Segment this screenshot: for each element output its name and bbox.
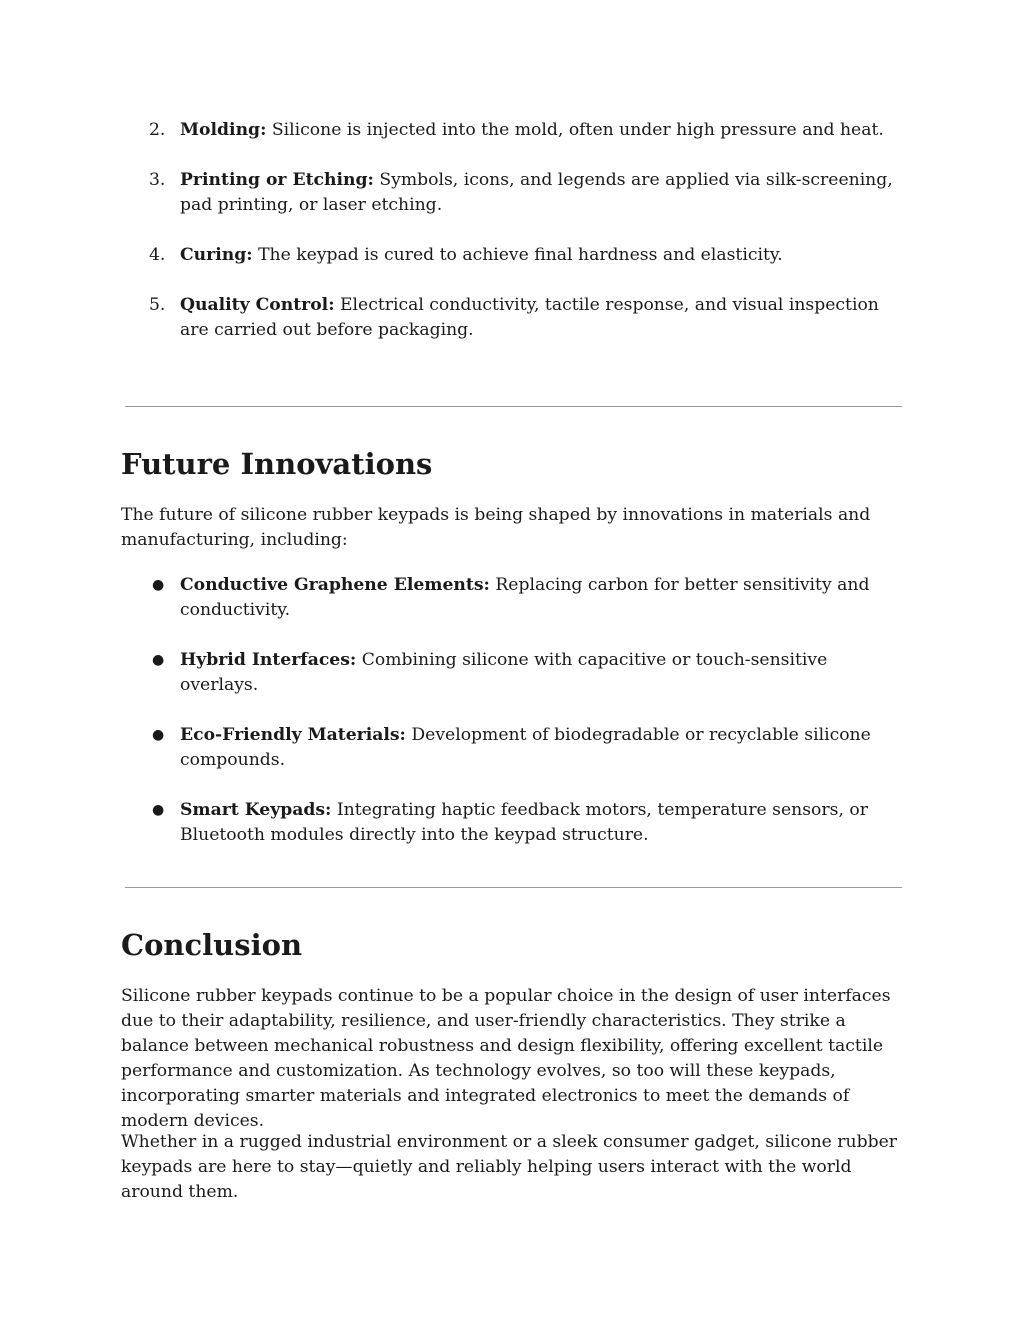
- future-innovations-list: [121, 573, 903, 873]
- list-item: [121, 723, 903, 773]
- list-item: [121, 168, 903, 218]
- conclusion-paragraph: Whether in a rugged industrial environment or a sleek consumer gadget, silicone rubber keypads are here to stay—quietly and reliably helping users interact with the world around them.: [121, 1132, 897, 1202]
- section-divider: [125, 406, 902, 407]
- bullet-icon: ●: [152, 652, 165, 668]
- list-item: [121, 798, 903, 848]
- list-item-text: Symbols, icons, and legends are applied via silk-screening, pad printing, or laser etching.: [180, 170, 893, 215]
- bullet-icon: ●: [152, 577, 165, 593]
- bullet-icon: ●: [152, 802, 165, 818]
- list-number: 2.: [149, 120, 166, 140]
- list-item-term: Molding:: [180, 120, 267, 140]
- list-number: 4.: [149, 245, 166, 265]
- future-intro-paragraph: The future of silicone rubber keypads is being shaped by innovations in materials and manufacturing, including:: [121, 505, 871, 550]
- section-divider: [125, 887, 902, 888]
- list-item-text: Silicone is injected into the mold, often under high pressure and heat.: [266, 120, 884, 140]
- list-item: [121, 243, 903, 268]
- list-item-term: Hybrid Interfaces:: [180, 650, 357, 670]
- list-item-text: Replacing carbon for better sensitivity and conductivity.: [180, 575, 870, 620]
- bullet-icon: ●: [152, 727, 165, 743]
- list-item-term: Eco-Friendly Materials:: [180, 725, 406, 745]
- list-item-term: Smart Keypads:: [180, 800, 332, 820]
- list-item-text: Electrical conductivity, tactile response, and visual inspection are carried out before packaging.: [180, 295, 879, 340]
- list-item: [121, 573, 903, 623]
- list-item-text: Development of biodegradable or recyclable silicone compounds.: [180, 725, 871, 770]
- list-item-text: Integrating haptic feedback motors, temperature sensors, or Bluetooth modules directly into the keypad structure.: [180, 800, 868, 845]
- list-item: [121, 118, 903, 143]
- list-item: [121, 293, 903, 343]
- list-item-text: The keypad is cured to achieve final hardness and elasticity.: [252, 245, 783, 265]
- list-number: 3.: [149, 170, 166, 190]
- list-item-term: Quality Control:: [180, 295, 335, 315]
- conclusion-paragraph: Silicone rubber keypads continue to be a popular choice in the design of user interfaces due to their adaptability, resilience, and user-friendly characteristics. They strike a balance between mechanical robustness and design flexibility, offering excellent tactile performance and customization. As technology evolves, so too will these keypads, incorporating smarter materials and integrated electronics to meet the demands of modern devices.: [121, 986, 891, 1131]
- section-heading-future-innovations: Future Innovations: [121, 447, 433, 481]
- list-item-text: Combining silicone with capacitive or touch-sensitive overlays.: [180, 650, 828, 695]
- list-item-term: Conductive Graphene Elements:: [180, 575, 490, 595]
- list-item-term: Printing or Etching:: [180, 170, 374, 190]
- list-item-term: Curing:: [180, 245, 253, 265]
- process-steps-list: [121, 118, 903, 368]
- section-heading-conclusion: Conclusion: [121, 928, 303, 962]
- list-number: 5.: [149, 295, 166, 315]
- list-item: [121, 648, 903, 698]
